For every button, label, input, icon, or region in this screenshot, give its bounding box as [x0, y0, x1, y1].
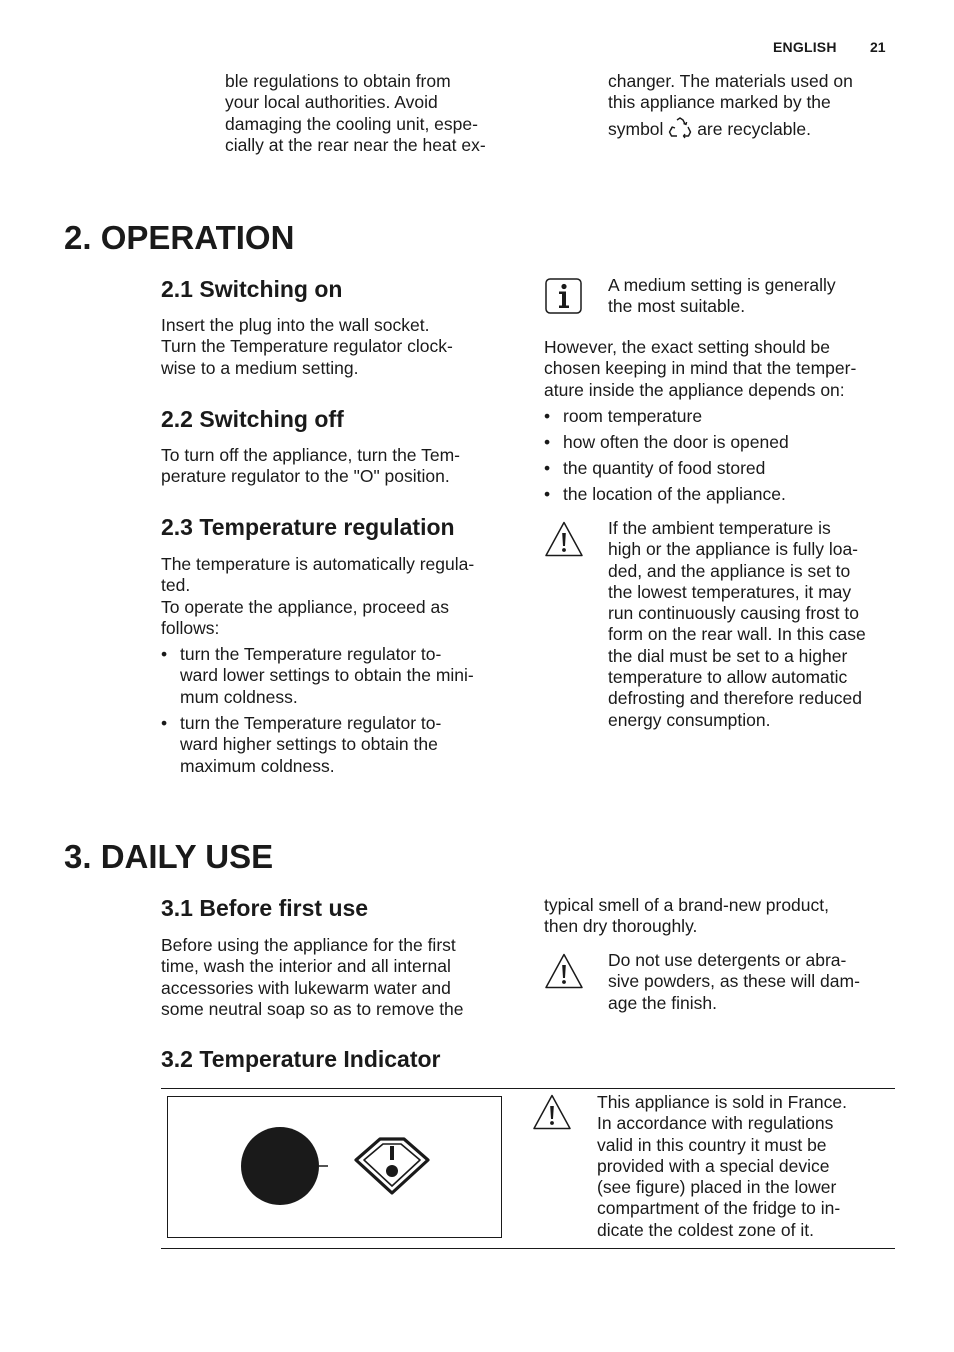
- text-line: changer. The materials used on: [608, 71, 853, 91]
- text-line: typical smell of a brand-new product,: [544, 895, 829, 915]
- warning-france-text: [597, 1092, 897, 1241]
- text-line: defrosting and therefore reduced: [608, 688, 862, 709]
- text-line: ded, and the appliance is set to: [608, 560, 851, 581]
- text-line: Do not use detergents or abra-: [608, 950, 847, 970]
- list-item: • the location of the appliance.: [544, 484, 924, 505]
- table-top-rule: [161, 1088, 895, 1089]
- list-item: • turn the Temperature regulator to- ward lower settings to obtain the mini- mum coldness.: [161, 644, 521, 708]
- temperature-indicator-figure: [167, 1096, 502, 1238]
- text-line: To operate the appliance, proceed as: [161, 596, 449, 617]
- text-line: this appliance marked by the: [608, 92, 831, 113]
- subheading-temperature-indicator: 3.2 Temperature Indicator: [161, 1046, 441, 1072]
- warning-triangle-icon: [532, 1093, 572, 1131]
- warning-detergents-text: [608, 950, 908, 1014]
- text-line: compartment of the fridge to in-: [597, 1198, 841, 1219]
- text-line: the most suitable.: [608, 296, 746, 317]
- info-icon: [545, 278, 582, 314]
- table-bottom-rule: [161, 1248, 895, 1249]
- before-first-use-continued-text: [544, 895, 924, 938]
- list-item: • room temperature: [544, 406, 924, 427]
- switching-off-text: [161, 445, 521, 488]
- warning-triangle-icon: [544, 520, 584, 558]
- text-line: cially at the rear near the heat ex-: [225, 134, 486, 155]
- text-line: the lowest temperatures, it may: [608, 581, 852, 602]
- intro-left-text: [225, 71, 525, 156]
- switching-on-text: [161, 315, 521, 379]
- text-line: age the finish.: [608, 992, 717, 1013]
- text-line: temperature to allow automatic: [608, 667, 848, 688]
- warning-frost-text: [608, 518, 908, 731]
- text-line: ted.: [161, 575, 191, 596]
- text-line: high or the appliance is fully loa-: [608, 539, 859, 560]
- indicator-dot-icon: [241, 1127, 328, 1205]
- text-line: symbol are recyclable.: [608, 118, 811, 139]
- text-line: Turn the Temperature regulator clock-: [161, 336, 453, 357]
- factors-bullet-list: [544, 406, 924, 505]
- header-language: ENGLISH: [773, 39, 837, 55]
- text-line: Before using the appliance for the first: [161, 935, 456, 955]
- text-line: The temperature is automatically regula-: [161, 554, 475, 574]
- however-text: [544, 337, 924, 505]
- text-line: ature inside the appliance depends on:: [544, 379, 845, 400]
- text-line: In accordance with regulations: [597, 1113, 834, 1134]
- warning-triangle-icon: [544, 952, 584, 990]
- recycle-icon: [668, 117, 692, 139]
- list-item: • how often the door is opened: [544, 432, 924, 453]
- intro-right-text: [608, 71, 908, 140]
- text-line: chosen keeping in mind that the temper-: [544, 358, 857, 379]
- text-line: provided with a special device: [597, 1155, 830, 1176]
- text-line: some neutral soap so as to remove the: [161, 998, 464, 1019]
- text-line: A medium setting is generally: [608, 275, 836, 295]
- info-note-text: [608, 275, 908, 318]
- text-line: dicate the coldest zone of it.: [597, 1219, 814, 1240]
- text-line: your local authorities. Avoid: [225, 92, 438, 113]
- text-line: valid in this country it must be: [597, 1134, 827, 1155]
- page-number: 21: [870, 39, 886, 55]
- subheading-temperature-regulation: 2.3 Temperature regulation: [161, 514, 455, 540]
- text-line: time, wash the interior and all internal: [161, 956, 451, 977]
- before-first-use-text: [161, 935, 521, 1020]
- subheading-before-first-use: 3.1 Before first use: [161, 895, 369, 921]
- text-line: accessories with lukewarm water and: [161, 977, 451, 998]
- text-line: form on the rear wall. In this case: [608, 624, 866, 645]
- text-line: This appliance is sold in France.: [597, 1092, 847, 1112]
- text-line: sive powders, as these will dam-: [608, 971, 860, 992]
- text-line: wise to a medium setting.: [161, 357, 359, 378]
- text-line: the dial must be set to a higher: [608, 645, 848, 666]
- list-item: • the quantity of food stored: [544, 458, 924, 479]
- text-line: perature regulator to the "O" position.: [161, 466, 450, 487]
- text-line: then dry thoroughly.: [544, 916, 698, 937]
- text-line: To turn off the appliance, turn the Tem-: [161, 445, 460, 465]
- text-line: damaging the cooling unit, espe-: [225, 113, 478, 134]
- subheading-switching-on: 2.1 Switching on: [161, 276, 343, 302]
- coldest-zone-symbol-icon: [356, 1139, 428, 1193]
- text-line: run continuously causing frost to: [608, 603, 859, 624]
- section-heading-daily-use: 3. DAILY USE: [64, 838, 274, 875]
- text-line: (see figure) placed in the lower: [597, 1177, 837, 1198]
- subheading-switching-off: 2.2 Switching off: [161, 406, 344, 432]
- text-line: If the ambient temperature is: [608, 518, 831, 538]
- temperature-regulation-text: [161, 554, 521, 782]
- list-item: • turn the Temperature regulator to- ward higher settings to obtain the maximum coldness.: [161, 713, 521, 777]
- text-line: Insert the plug into the wall socket.: [161, 315, 430, 335]
- text-line: follows:: [161, 617, 220, 638]
- regulation-bullet-list: [161, 644, 521, 777]
- section-heading-operation: 2. OPERATION: [64, 219, 295, 256]
- text-line: ble regulations to obtain from: [225, 71, 451, 91]
- text-line: energy consumption.: [608, 709, 771, 730]
- text-line: However, the exact setting should be: [544, 337, 831, 357]
